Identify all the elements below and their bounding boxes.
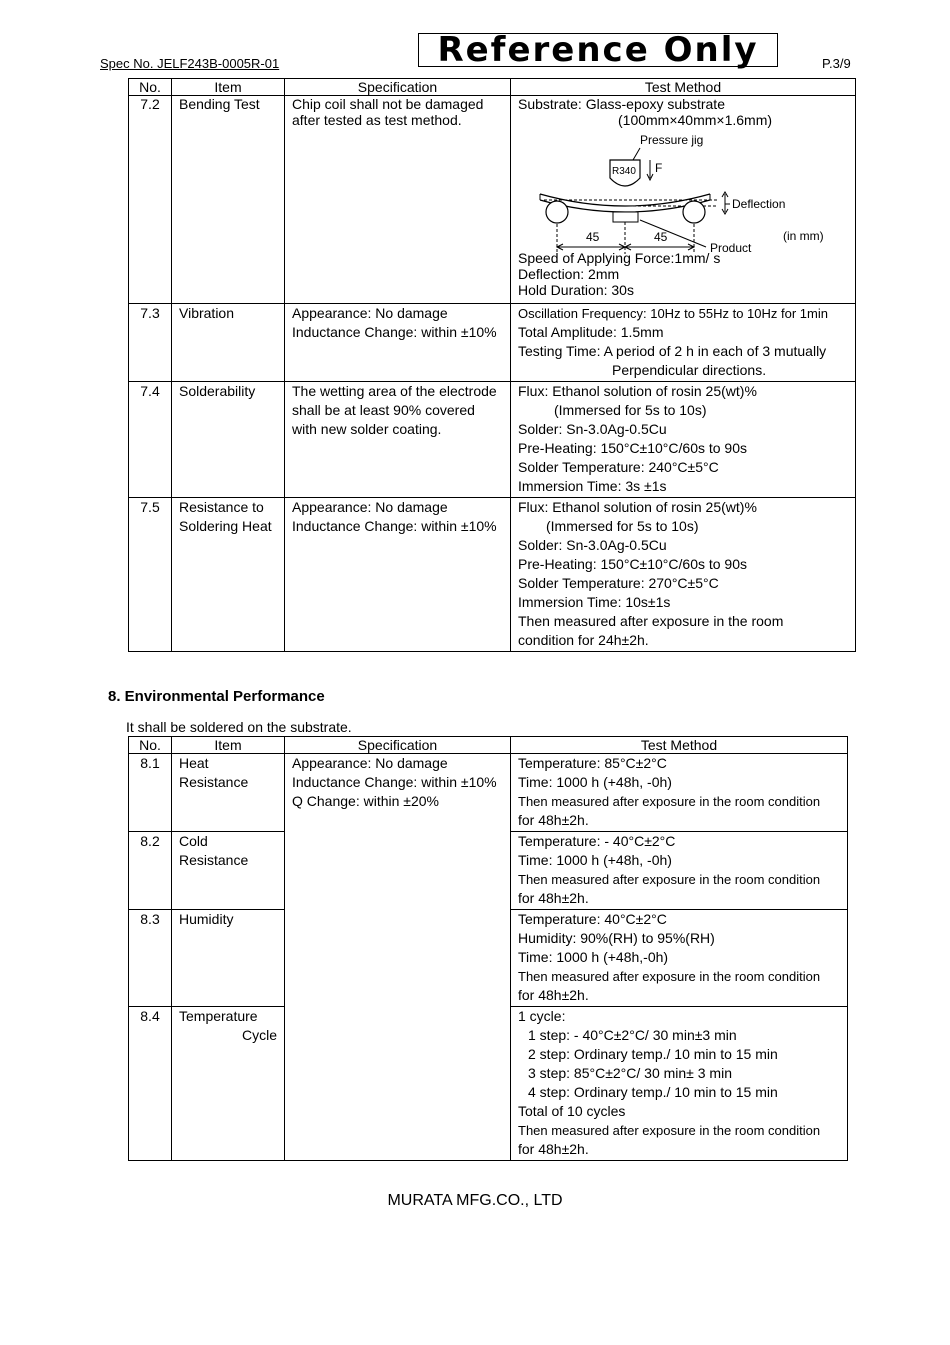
dimension-left: 45 [586, 230, 600, 244]
row-no: 7.3 [129, 304, 172, 382]
row-no: 8.1 [129, 754, 172, 832]
pressure-jig-label: Pressure jig [640, 133, 704, 147]
row-method: 1 cycle: 1 step: - 40°C±2°C/ 30 min±3 min 2 step: Ordinary temp./ 10 min to 15 min 3 step: 85°C±2°C/ 30 min± 3 min 4 step: Ordinary temp./ 10 min to 15 min Total of 10 cycles Then measured after exposure in the room condition for 48h±2h. [511, 1007, 848, 1161]
header-method: Test Method [511, 79, 856, 96]
header-no: No. [129, 79, 172, 96]
r340-label: R340 [612, 166, 636, 177]
dimension-right: 45 [654, 230, 668, 244]
table-row [129, 498, 856, 652]
row-item: Solderability [172, 382, 285, 498]
table-row [129, 96, 856, 304]
row-item: Cold Resistance [172, 832, 285, 910]
spec-number: Spec No. JELF243B-0005R-01 [100, 56, 280, 71]
unit-label: (in mm) [783, 229, 824, 243]
bending-test-diagram [518, 130, 848, 254]
table-row [129, 754, 848, 832]
section-title: 8. Environmental Performance [108, 688, 325, 705]
shared-spec: Appearance: No damage Inductance Change: within ±10% Q Change: within ±20% [285, 754, 511, 1161]
row-method: Substrate: Glass-epoxy substrate (100mm×40mm×1.6mm) Pressure jig R340 F Deflection 45 45 Product (in mm) Speed of Applying Force:1mm/ s Deflection: 2mm Hold Duration: 30s [511, 96, 856, 304]
row-item: Vibration [172, 304, 285, 382]
row-no: 8.4 [129, 1007, 172, 1161]
row-no: 8.3 [129, 910, 172, 1007]
row-item: Bending Test [172, 96, 285, 304]
header-no: No. [129, 737, 172, 754]
row-no: 7.4 [129, 382, 172, 498]
row-item: Humidity [172, 910, 285, 1007]
product-label: Product [710, 241, 752, 254]
header-spec: Specification [285, 737, 511, 754]
row-spec: Chip coil shall not be damaged after tested as test method. [285, 96, 511, 304]
header-method: Test Method [511, 737, 848, 754]
section-note: It shall be soldered on the substrate. [126, 719, 352, 735]
deflection-label: Deflection [732, 197, 786, 211]
row-method: Temperature: 85°C±2°C Time: 1000 h (+48h, -0h) Then measured after exposure in the room condition for 48h±2h. [511, 754, 848, 832]
table-row [129, 382, 856, 498]
company-footer: MURATA MFG.CO., LTD [387, 1192, 563, 1209]
header-spec: Specification [285, 79, 511, 96]
row-no: 7.5 [129, 498, 172, 652]
row-no: 8.2 [129, 832, 172, 910]
row-spec: The wetting area of the electrode shall be at least 90% covered with new solder coating. [285, 382, 511, 498]
row-spec: Appearance: No damage Inductance Change: within ±10% [285, 304, 511, 382]
row-method: Temperature: 40°C±2°C Humidity: 90%(RH) to 95%(RH) Time: 1000 h (+48h,-0h) Then measured after exposure in the room condition for 48h±2h. [511, 910, 848, 1007]
environmental-table [128, 736, 848, 1161]
row-method: Flux: Ethanol solution of rosin 25(wt)% (Immersed for 5s to 10s) Solder: Sn-3.0Ag-0.5Cu Pre-Heating: 150°C±10°C/60s to 90s Solder Temperature: 240°C±5°C Immersion Time: 3s ±1s [511, 382, 856, 498]
page-number: P.3/9 [822, 56, 851, 71]
row-item: Temperature Cycle [172, 1007, 285, 1161]
reliability-table [128, 78, 856, 652]
row-spec: Appearance: No damage Inductance Change: within ±10% [285, 498, 511, 652]
header-item: Item [172, 79, 285, 96]
row-method: Oscillation Frequency: 10Hz to 55Hz to 10Hz for 1min Total Amplitude: 1.5mm Testing Time: A period of 2 h in each of 3 mutually Perpendicular directions. [511, 304, 856, 382]
row-method: Flux: Ethanol solution of rosin 25(wt)% (Immersed for 5s to 10s) Solder: Sn-3.0Ag-0.5Cu Pre-Heating: 150°C±10°C/60s to 90s Solder Temperature: 270°C±5°C Immersion Time: 10s±1s Then measured after exposure in the room condition for 24h±2h. [511, 498, 856, 652]
force-label: F [655, 161, 663, 175]
row-item: Heat Resistance [172, 754, 285, 832]
reference-only-stamp: Reference Only [418, 33, 778, 67]
row-no: 7.2 [129, 96, 172, 304]
table-row [129, 304, 856, 382]
row-method: Temperature: - 40°C±2°C Time: 1000 h (+48h, -0h) Then measured after exposure in the room condition for 48h±2h. [511, 832, 848, 910]
row-item: Resistance to Soldering Heat [172, 498, 285, 652]
header-item: Item [172, 737, 285, 754]
